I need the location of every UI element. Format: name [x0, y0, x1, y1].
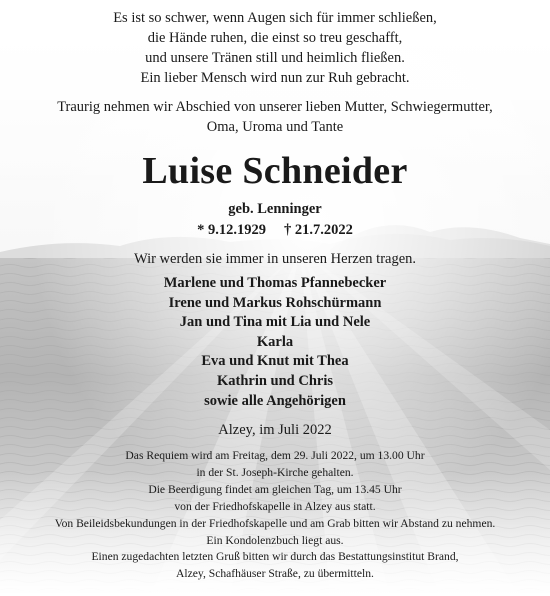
- intro-line: Traurig nehmen wir Abschied von unserer lieben Mutter, Schwiegermutter,: [57, 99, 493, 115]
- family-member: Irene und Markus Rohschürmann: [168, 294, 382, 311]
- detail-line: Von Beileidsbekundungen in der Friedhofskapelle und am Grab bitten wir Abstand zu nehmen.: [54, 516, 496, 530]
- detail-line: in der St. Joseph-Kirche gehalten.: [196, 465, 354, 479]
- poem-line: und unsere Tränen still und heimlich fließen.: [145, 50, 405, 66]
- farewell-intro: [0, 97, 550, 137]
- poem-line: Es ist so schwer, wenn Augen sich für immer schließen,: [113, 10, 437, 26]
- poem-line: die Hände ruhen, die einst so treu geschafft,: [147, 30, 403, 46]
- life-dates: [0, 221, 550, 239]
- funeral-details: [0, 448, 550, 583]
- death-date: † 21.7.2022: [284, 222, 353, 238]
- family-member: Kathrin und Chris: [216, 372, 334, 389]
- family-member: Jan und Tina mit Lia und Nele: [179, 314, 371, 331]
- family-member: Eva und Knut mit Thea: [201, 353, 349, 370]
- detail-line: Einen zugedachten letzten Gruß bitten wir durch das Bestattungsinstitut Brand,: [91, 550, 459, 564]
- place-and-date: Alzey, im Juli 2022: [218, 422, 332, 438]
- detail-line: von der Friedhofskapelle in Alzey aus statt.: [174, 499, 376, 513]
- intro-line: Oma, Uroma und Tante: [206, 119, 344, 135]
- deceased-name: Luise Schneider: [142, 150, 408, 192]
- maiden-name: geb. Lenninger: [228, 201, 322, 217]
- family-member: Marlene und Thomas Pfannebecker: [163, 275, 387, 291]
- detail-line: Alzey, Schafhäuser Straße, zu übermitteln.: [176, 567, 374, 581]
- detail-line: Die Beerdigung findet am gleichen Tag, um 13.45 Uhr: [148, 482, 402, 496]
- memory-line: Wir werden sie immer in unseren Herzen tragen.: [133, 251, 417, 267]
- detail-line: Ein Kondolenzbuch liegt aus.: [206, 533, 344, 547]
- detail-line: Das Requiem wird am Freitag, dem 29. Juli 2022, um 13.00 Uhr: [125, 449, 425, 462]
- family-member: Karla: [256, 333, 294, 350]
- birth-date: * 9.12.1929: [197, 222, 266, 238]
- family-list: [0, 274, 550, 411]
- poem-line: Ein lieber Mensch wird nun zur Ruh gebracht.: [140, 70, 410, 86]
- family-member: sowie alle Angehörigen: [204, 392, 346, 409]
- poem: [0, 8, 550, 88]
